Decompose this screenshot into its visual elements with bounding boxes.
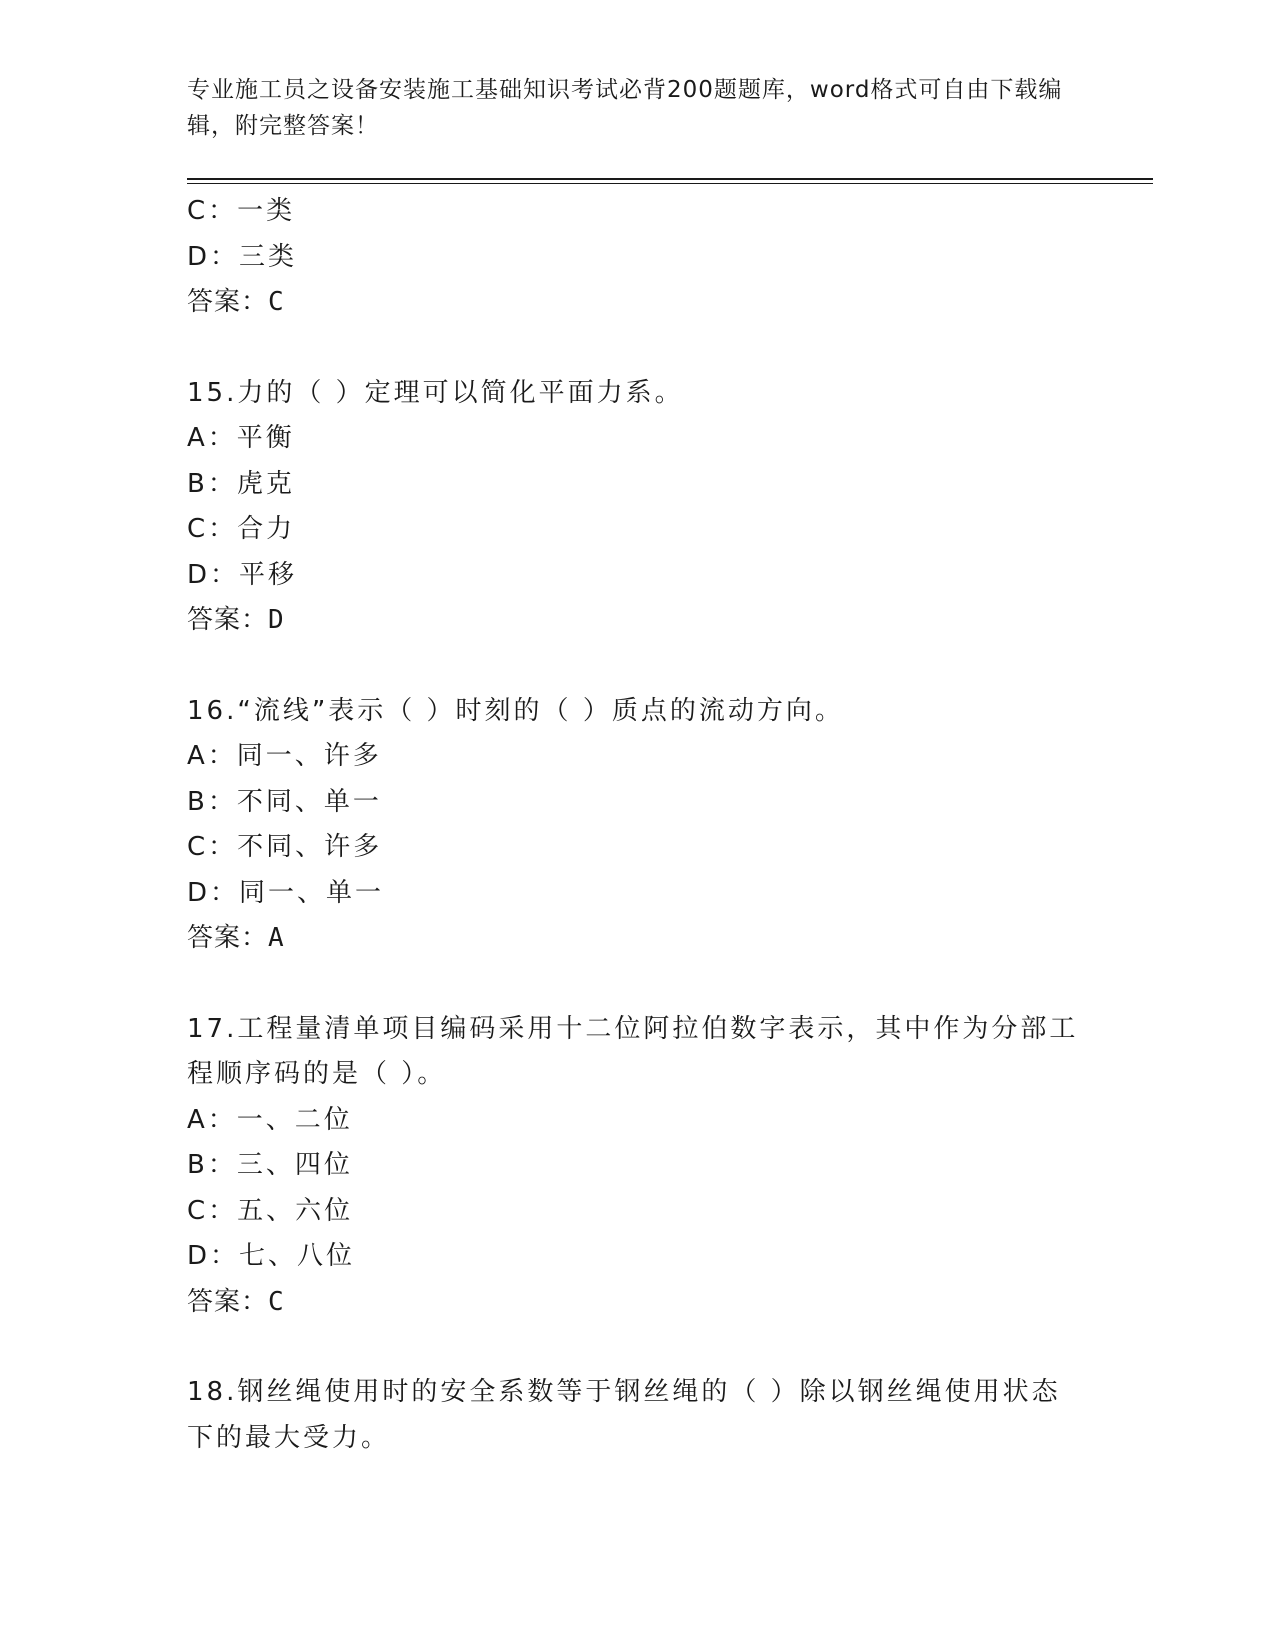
question-stem: 15.力的（ ）定理可以简化平面力系。: [187, 377, 684, 408]
header-rule-thick: [187, 178, 1153, 180]
question-block: [187, 689, 1087, 962]
spacer: [187, 326, 1087, 371]
spacer: [187, 1325, 1087, 1370]
option-a: A：平衡: [187, 423, 295, 453]
answer-line: 答案：A: [187, 923, 285, 953]
question-stem: 16.“流线”表示（ ）时刻的（ ）质点的流动方向。: [187, 695, 844, 726]
option-d: D：七、八位: [187, 1241, 356, 1271]
question-block: [187, 371, 1087, 644]
question-stem: 18.钢丝绳使用时的安全系数等于钢丝绳的（ ）除以钢丝绳使用状态下的最大受力。: [187, 1377, 1061, 1453]
option-a: A：同一、许多: [187, 741, 382, 771]
option-d: D：三类: [187, 241, 298, 272]
answer-line: 答案：C: [187, 1286, 285, 1317]
document-header: 专业施工员之设备安装施工基础知识考试必背200题题库，word格式可自由下载编辑，附完整答案！: [187, 77, 1063, 139]
question-block: [187, 189, 1087, 326]
option-c: C：不同、许多: [187, 832, 383, 862]
option-b: B：虎克: [187, 468, 295, 499]
option-c: C：五、六位: [187, 1195, 354, 1226]
option-d: D：平移: [187, 559, 298, 590]
option-b: B：不同、单一: [187, 786, 382, 817]
option-b: B：三、四位: [187, 1150, 353, 1180]
spacer: [187, 644, 1087, 689]
question-block: [187, 1370, 1087, 1461]
option-d: D：同一、单一: [187, 877, 385, 908]
option-c: C：合力: [187, 514, 296, 544]
answer-line: 答案：D: [187, 605, 285, 635]
header-rule-thin: [187, 183, 1153, 184]
spacer: [187, 962, 1087, 1007]
question-block: [187, 1007, 1087, 1326]
question-stem: 17.工程量清单项目编码采用十二位阿拉伯数字表示，其中作为分部工程顺序码的是（ ）。: [187, 1013, 1079, 1089]
question-list: [187, 189, 1087, 1461]
answer-line: 答案：C: [187, 287, 285, 317]
option-a: A：一、二位: [187, 1104, 353, 1135]
option-c: C：一类: [187, 196, 296, 226]
